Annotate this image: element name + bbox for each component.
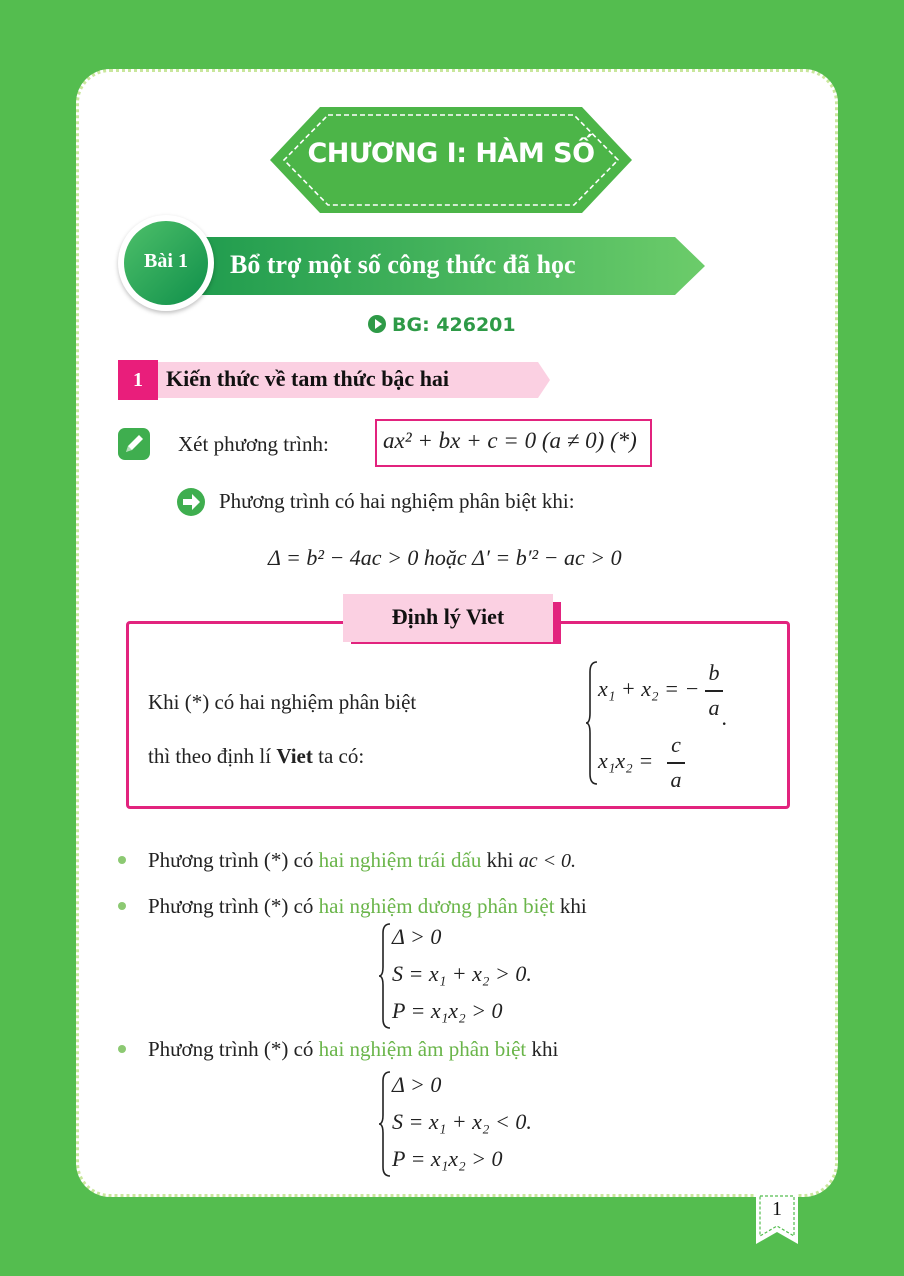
bullet-3: Phương trình (*) có hai nghiệm âm phân biệt khi — [148, 1037, 559, 1061]
viet-sum-numerator: b — [708, 660, 720, 685]
equation-formula: ax² + bx + c = 0 (a ≠ 0) (*) — [383, 428, 637, 453]
pencil-icon — [118, 428, 150, 460]
system-line: S = x₁ + x₂ > 0. — [392, 961, 532, 986]
section-number: 1 — [118, 360, 158, 400]
bullet-icon — [118, 902, 126, 910]
condition-text: Phương trình có hai nghiệm phân biệt khi: — [219, 489, 575, 513]
viet-product-numerator: c — [671, 732, 681, 757]
video-code-link[interactable] — [368, 314, 516, 336]
viet-sum-formula: x₁ + x₂ = − — [598, 676, 700, 701]
lesson-title: Bổ trợ một số công thức đã học — [230, 250, 576, 279]
lesson-number-badge — [118, 215, 214, 311]
viet-line-1: Khi (*) có hai nghiệm phân biệt — [148, 690, 417, 714]
viet-product-denominator: a — [670, 767, 682, 792]
section-title: Kiến thức về tam thức bậc hai — [166, 366, 450, 391]
equation-label: Xét phương trình: — [178, 432, 329, 456]
arrow-right-icon — [177, 488, 205, 516]
viet-label: Định lý Viet — [391, 604, 505, 629]
discriminant-formula: Δ = b² − 4ac > 0 hoặc Δ′ = b′² − ac > 0 — [268, 545, 622, 570]
viet-period: . — [722, 705, 728, 730]
bullet-icon — [118, 1045, 126, 1053]
system-brace — [378, 1070, 392, 1178]
system-line: Δ > 0 — [392, 1072, 442, 1097]
system-line: Δ > 0 — [392, 924, 442, 949]
bullet-1: Phương trình (*) có hai nghiệm trái dấu khi ac < 0. — [148, 848, 577, 872]
viet-brace — [585, 660, 599, 786]
system-line: P = x₁x₂ > 0 — [392, 998, 503, 1023]
system-line: P = x₁x₂ > 0 — [392, 1146, 503, 1171]
chapter-title: CHƯƠNG I: HÀM SỐ — [307, 138, 595, 169]
viet-sum-denominator: a — [708, 695, 720, 720]
system-line: S = x₁ + x₂ < 0. — [392, 1109, 532, 1134]
lesson-number: Bài 1 — [144, 250, 188, 272]
play-circle-icon — [368, 315, 386, 333]
viet-line-2: thì theo định lí Viet ta có: — [148, 744, 365, 768]
bullet-2: Phương trình (*) có hai nghiệm dương phân biệt khi — [148, 894, 587, 918]
page-number: 1 — [772, 1198, 782, 1220]
bullet-icon — [118, 856, 126, 864]
viet-product-formula: x₁x₂ = — [598, 748, 654, 773]
system-brace — [378, 922, 392, 1030]
video-code: BG: 426201 — [392, 314, 516, 336]
